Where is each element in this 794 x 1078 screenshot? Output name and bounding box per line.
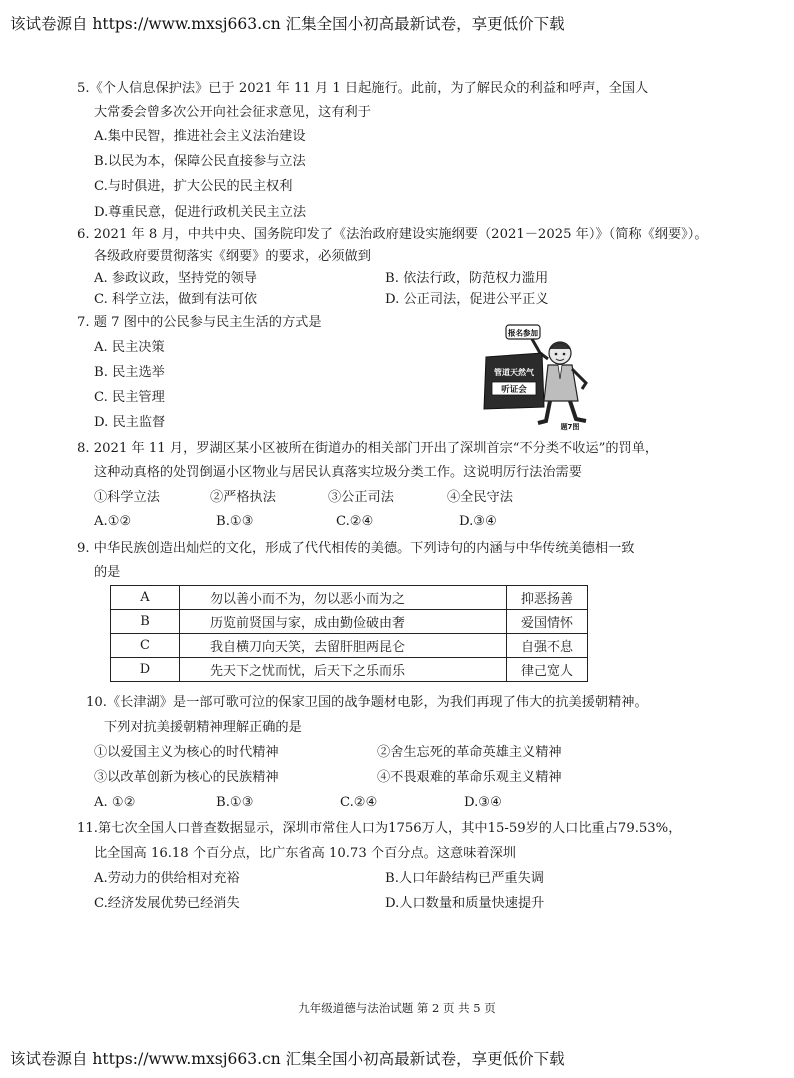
q7-cartoon-illustration: [478, 323, 598, 431]
q10-item-1: ①以爱国主义为核心的时代精神: [94, 745, 279, 760]
q7-option-d: D. 民主监督: [94, 415, 166, 430]
q10-option-b: B.①③: [216, 795, 254, 810]
q11-stem-line2: 比全国高 16.18 个百分点，比广东省高 10.73 个百分点。这意味着深圳: [94, 846, 516, 861]
table-row: [111, 610, 588, 634]
row-virtue: 律己宽人: [507, 658, 588, 682]
q9-options-table: [110, 585, 588, 682]
q8-item-3: ③公正司法: [328, 490, 394, 505]
q10-stem-line1: 10.《长津湖》是一部可歌可泣的保家卫国的战争题材电影，为我们再现了伟大的抗美援朝精神。: [86, 695, 648, 710]
row-virtue: 抑恶扬善: [507, 586, 588, 610]
q8-option-d: D.③④: [459, 514, 497, 529]
q10-stem-line2: 下列对抗美援朝精神理解正确的是: [104, 720, 302, 735]
q6-option-b: B. 依法行政，防范权力滥用: [385, 271, 549, 286]
q5-stem-line1: 5.《个人信息保护法》已于 2021 年 11 月 1 日起施行。此前，为了解民众的利益和呼声，全国人: [77, 81, 649, 96]
q6-stem-line2: 各级政府要贯彻落实《纲要》的要求，必须做到: [94, 249, 371, 264]
q8-item-2: ②严格执法: [210, 490, 276, 505]
q8-item-1: ①科学立法: [94, 490, 160, 505]
q6-option-d: D. 公正司法，促进公平正义: [385, 292, 549, 307]
q10-option-c: C.②④: [340, 795, 378, 810]
q5-stem-line2: 大常委会曾多次公开向社会征求意见，这有利于: [94, 105, 371, 120]
q7-option-b: B. 民主选举: [94, 365, 165, 380]
q7-option-a: A. 民主决策: [94, 340, 165, 355]
q8-option-c: C.②④: [336, 514, 374, 529]
q5-option-a: A.集中民智，推进社会主义法治建设: [94, 129, 306, 144]
fig-board-line2: 听证会: [501, 385, 527, 395]
q11-option-a: A.劳动力的供给相对充裕: [94, 871, 240, 886]
q10-item-4: ④不畏艰难的革命乐观主义精神: [377, 770, 562, 785]
q5-option-d: D.尊重民意，促进行政机关民主立法: [94, 205, 307, 220]
fig-caption: 题7图: [560, 423, 580, 431]
row-key: B: [111, 610, 180, 634]
q11-option-c: C.经济发展优势已经消失: [94, 896, 240, 911]
q11-stem-line1: 11.第七次全国人口普查数据显示，深圳市常住人口为1756万人，其中15-59岁的人口比重占79.53%，: [77, 821, 682, 836]
q8-stem-line1: 8. 2021 年 11 月，罗湖区某小区被所在街道办的相关部门开出了深圳首宗“不分类不收运”的罚单，: [77, 441, 659, 456]
q6-option-a: A. 参政议政，坚持党的领导: [94, 271, 257, 286]
row-virtue: 自强不息: [507, 634, 588, 658]
row-poem: 历览前贤国与家，成由勤俭破由奢: [180, 610, 507, 634]
fig-sign-text: 报名参加: [508, 328, 538, 338]
q8-option-b: B.①③: [216, 514, 254, 529]
q8-item-4: ④全民守法: [447, 490, 513, 505]
source-banner-top: 该试卷源自 https://www.mxsj663.cn 汇集全国小初高最新试卷，享更低价下载: [10, 15, 565, 33]
q9-stem-line1: 9. 中华民族创造出灿烂的文化，形成了代代相传的美德。下列诗句的内涵与中华传统美德相一致: [77, 541, 635, 556]
row-key: C: [111, 634, 180, 658]
table-row: [111, 634, 588, 658]
row-key: D: [111, 658, 180, 682]
q8-option-a: A.①②: [94, 514, 132, 529]
row-poem: 我自横刀向天笑，去留肝胆两昆仑: [180, 634, 507, 658]
fig-board-line1: 管道天然气: [494, 368, 534, 377]
page-footer: 九年级道德与法治试题 第 2 页 共 5 页: [298, 1001, 496, 1015]
q7-option-c: C. 民主管理: [94, 390, 165, 405]
row-key: A: [111, 586, 180, 610]
q10-item-2: ②舍生忘死的革命英雄主义精神: [377, 745, 562, 760]
q6-stem-line1: 6. 2021 年 8 月，中共中央、国务院印发了《法治政府建设实施纲要（2021－2025 年）》（简称《纲要》）。: [77, 227, 708, 242]
q11-option-b: B.人口年龄结构已严重失调: [385, 871, 544, 886]
table-row: [111, 658, 588, 682]
q7-stem: 7. 题 7 图中的公民参与民主生活的方式是: [77, 315, 322, 330]
table-row: [111, 586, 588, 610]
q7-figure: [478, 323, 598, 431]
q5-option-b: B.以民为本，保障公民直接参与立法: [94, 154, 306, 169]
q9-stem-line2: 的是: [94, 565, 121, 580]
q10-item-3: ③以改革创新为核心的民族精神: [94, 770, 279, 785]
q11-option-d: D.人口数量和质量快速提升: [385, 896, 545, 911]
q10-option-a: A. ①②: [94, 795, 136, 810]
q6-option-c: C. 科学立法，做到有法可依: [94, 292, 258, 307]
q10-option-d: D.③④: [464, 795, 502, 810]
row-poem: 先天下之忧而忧，后天下之乐而乐: [180, 658, 507, 682]
q5-option-c: C.与时俱进，扩大公民的民主权利: [94, 179, 293, 194]
row-virtue: 爱国情怀: [507, 610, 588, 634]
row-poem: 勿以善小而不为，勿以恶小而为之: [180, 586, 507, 610]
q8-stem-line2: 这种动真格的处罚倒逼小区物业与居民认真落实垃圾分类工作。这说明厉行法治需要: [94, 465, 582, 480]
source-banner-bottom: 该试卷源自 https://www.mxsj663.cn 汇集全国小初高最新试卷，享更低价下载: [10, 1050, 565, 1068]
